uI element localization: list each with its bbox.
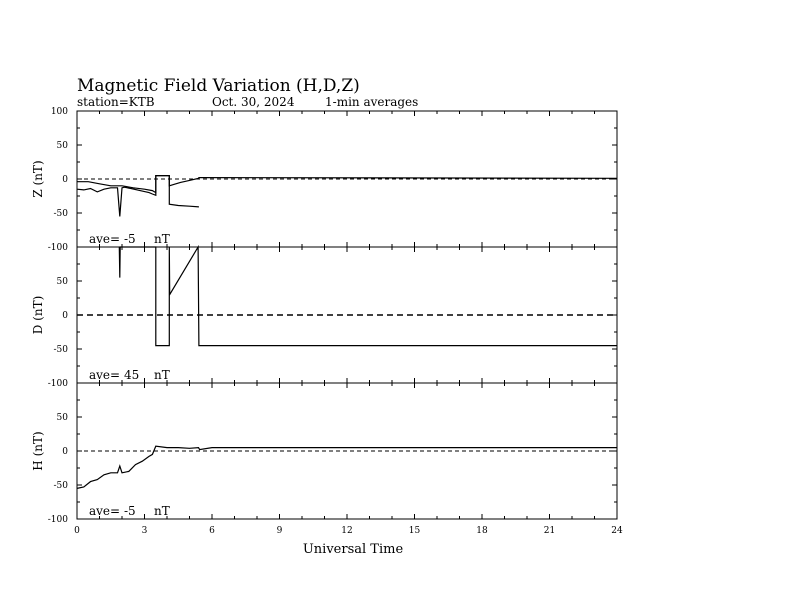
x-tick-label: 0: [74, 526, 80, 536]
panel-h: [31, 383, 617, 525]
y-tick-label: 0: [62, 447, 68, 457]
ave-unit: nT: [154, 368, 170, 382]
y-tick-label: 0: [62, 175, 68, 185]
y-tick-label: -50: [53, 481, 68, 491]
y-tick-label: -50: [53, 345, 68, 355]
y-axis-label: H (nT): [31, 431, 45, 471]
y-tick-label: 50: [56, 277, 68, 287]
y-tick-label: -50: [53, 209, 68, 219]
ave-label: ave=: [89, 368, 121, 382]
x-tick-label: 24: [611, 526, 623, 536]
series-line-h-1: [77, 446, 617, 488]
x-axis-label: Universal Time: [302, 542, 404, 557]
y-tick-label: -100: [47, 515, 68, 525]
panel-d: [31, 247, 617, 389]
y-tick-label: -100: [47, 379, 68, 389]
ave-label: ave=: [89, 504, 121, 518]
chart-title: Magnetic Field Variation (H,D,Z): [77, 76, 360, 96]
x-tick-label: 9: [276, 526, 283, 536]
x-tick-label: 6: [209, 526, 215, 536]
averaging-label: 1-min averages: [325, 95, 419, 109]
ave-label: ave=: [89, 232, 121, 246]
ave-value: -5: [124, 232, 136, 246]
y-axis-label: D (nT): [31, 295, 45, 335]
y-tick-label: -100: [47, 243, 68, 253]
y-tick-label: 100: [50, 107, 68, 117]
series-line-d-1: [119, 247, 617, 346]
x-tick-label: 18: [476, 526, 488, 536]
station-label: station=KTB: [77, 95, 155, 109]
panels-group: [31, 107, 617, 525]
ave-value: -5: [124, 504, 136, 518]
date-label: Oct. 30, 2024: [212, 95, 295, 109]
x-tick-label: 12: [341, 526, 353, 536]
y-tick-label: 50: [56, 413, 68, 423]
x-tick-label: 3: [141, 526, 148, 536]
y-axis-label: Z (nT): [31, 160, 45, 198]
series-line-z-1: [77, 176, 617, 217]
ave-unit: nT: [154, 504, 170, 518]
ave-value: 45: [124, 368, 140, 382]
y-tick-label: 50: [56, 141, 68, 151]
x-tick-label: 15: [408, 526, 421, 536]
x-tick-label: 21: [543, 526, 556, 536]
y-tick-label: 0: [62, 311, 68, 321]
panel-z: [31, 107, 617, 253]
x-axis: [74, 526, 623, 536]
ave-unit: nT: [154, 232, 170, 246]
